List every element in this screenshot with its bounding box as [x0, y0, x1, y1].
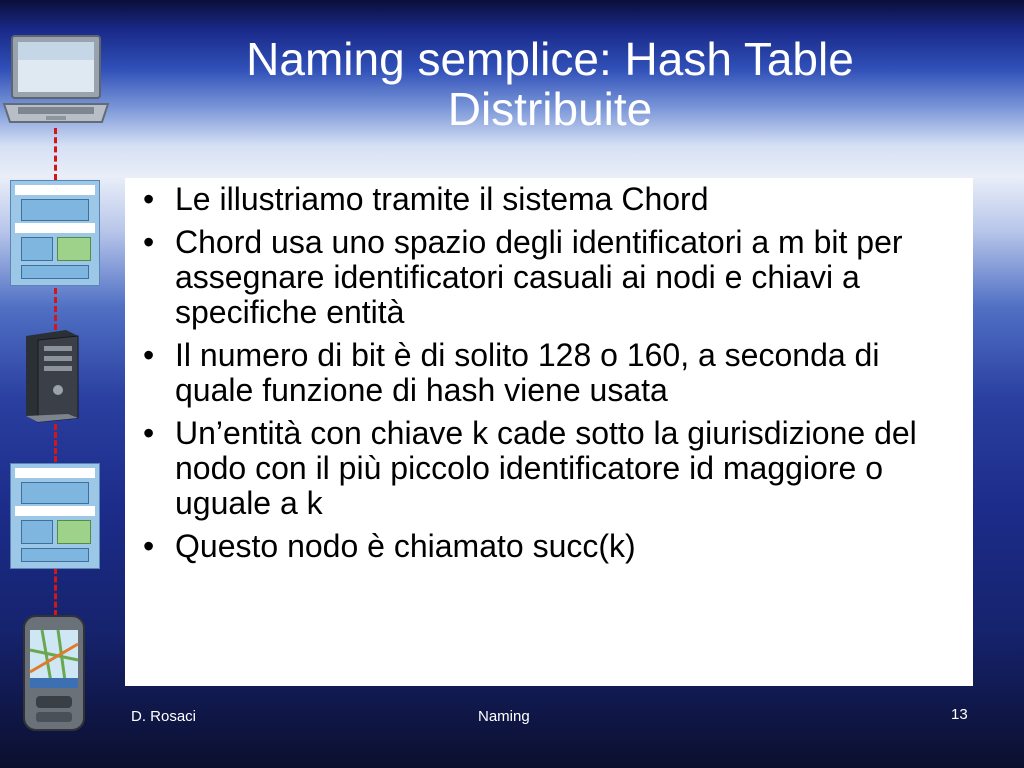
server-tower-icon [20, 328, 82, 424]
footer-topic: Naming [478, 708, 530, 725]
laptop-icon [2, 34, 110, 130]
bullet-item: • Chord usa uno spazio degli identificatori a m bit per assegnare identificatori casuali ai nodi e chiavi a specifiche entità [137, 225, 961, 330]
footer-author: D. Rosaci [131, 708, 197, 725]
connector-line [54, 568, 57, 616]
architecture-diagram-icon [10, 463, 100, 569]
bullet-item: • Il numero di bit è di solito 128 o 160, a seconda di quale funzione di hash viene usata [137, 338, 961, 408]
bullet-item: • Questo nodo è chiamato succ(k) [137, 529, 961, 564]
content-panel [125, 178, 973, 686]
bullet-item: • Un’entità con chiave k cade sotto la giurisdizione del nodo con il più piccolo identificatore id maggiore o uguale a k [137, 416, 961, 521]
architecture-diagram-icon [10, 180, 100, 286]
connector-line [54, 128, 57, 180]
connector-line [54, 424, 57, 462]
slide-number: 13 [951, 706, 968, 723]
bullet-item: • Le illustriamo tramite il sistema Chord [137, 182, 961, 217]
bullet-list [137, 182, 961, 564]
mobile-phone-icon [22, 614, 86, 732]
connector-line [54, 288, 57, 330]
slide-title: Naming semplice: Hash Table Distribuite [246, 33, 854, 135]
